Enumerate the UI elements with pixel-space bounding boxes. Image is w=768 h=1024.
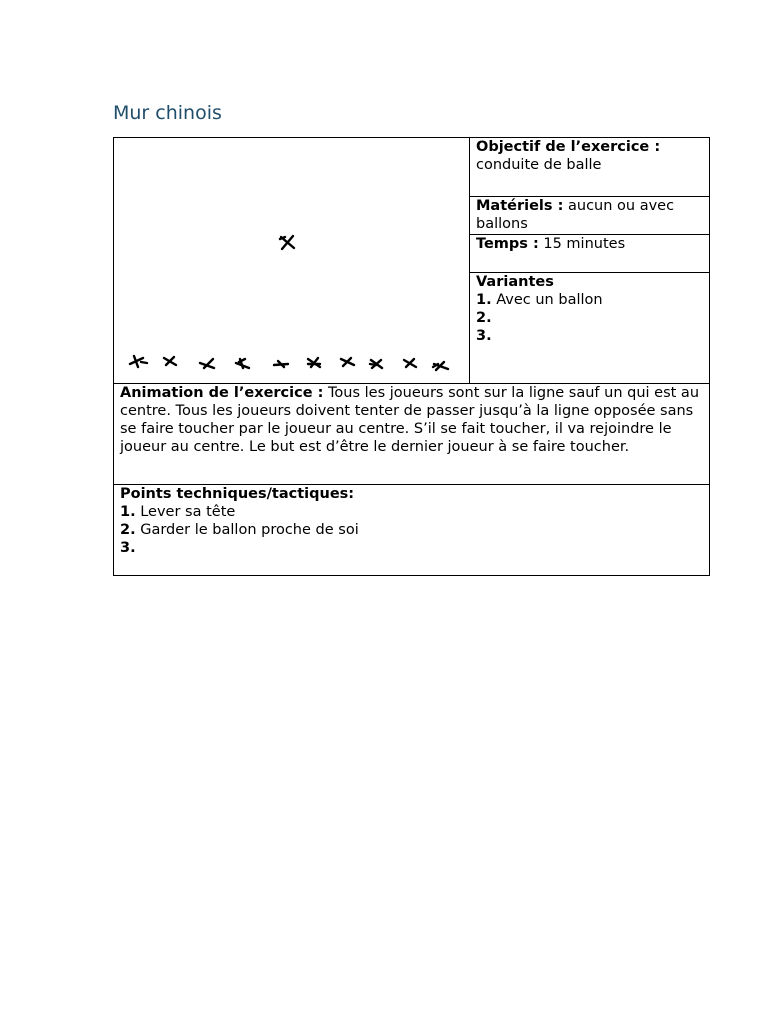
time-cell bbox=[470, 234, 710, 272]
center-player-cross-icon bbox=[280, 236, 294, 249]
objective-cell bbox=[470, 138, 710, 197]
exercise-diagram bbox=[114, 138, 470, 384]
materials-value: aucun ou avec ballons bbox=[476, 198, 675, 233]
line-player-cross-icon bbox=[200, 359, 214, 368]
line-player-cross-icon bbox=[404, 359, 416, 367]
time-value: 15 minutes bbox=[543, 235, 626, 252]
technical-points-cell bbox=[114, 485, 710, 576]
list-item: 3. bbox=[476, 328, 492, 345]
line-player-cross-icon bbox=[433, 362, 448, 370]
materials-label: Matériels : bbox=[476, 198, 564, 215]
objective-label: Objectif de l’exercice : bbox=[476, 139, 661, 155]
materials-cell bbox=[470, 197, 710, 234]
line-player-cross-icon bbox=[341, 358, 354, 366]
objective-value: conduite de balle bbox=[476, 157, 602, 173]
line-player-cross-icon bbox=[130, 356, 147, 367]
line-player-cross-icon bbox=[308, 358, 320, 367]
variants-cell bbox=[470, 273, 710, 384]
animation-cell bbox=[114, 384, 710, 485]
animation-label: Animation de l’exercice : bbox=[120, 385, 324, 401]
line-player-cross-icon bbox=[274, 361, 288, 367]
diagram-drawing bbox=[114, 138, 469, 383]
list-item: 2. bbox=[476, 310, 492, 327]
variants-label: Variantes bbox=[476, 274, 554, 291]
time-label: Temps : bbox=[476, 235, 539, 252]
line-player-cross-icon bbox=[164, 357, 176, 365]
technical-points-label: Points techniques/tactiques: bbox=[120, 486, 355, 502]
list-item: 1. Lever sa tête bbox=[120, 504, 236, 520]
exercise-sheet bbox=[113, 137, 710, 576]
list-item: 1. Avec un ballon bbox=[476, 292, 603, 309]
line-player-cross-icon bbox=[370, 360, 382, 368]
line-player-cross-icon bbox=[236, 359, 249, 368]
list-item: 2. Garder le ballon proche de soi bbox=[120, 522, 359, 538]
animation-text: Tous les joueurs sont sur la ligne sauf un qui est au centre. Tous les joueurs doivent tenter de passer jusqu’à la ligne opposée sans se faire toucher par le joueur au centre. S’il se fait toucher, il va rejoindre le joueur au centre. Le but est d’être le dernier joueur à se faire toucher. bbox=[120, 385, 700, 455]
list-item: 3. bbox=[120, 540, 136, 556]
page-title: Mur chinois bbox=[113, 102, 222, 124]
